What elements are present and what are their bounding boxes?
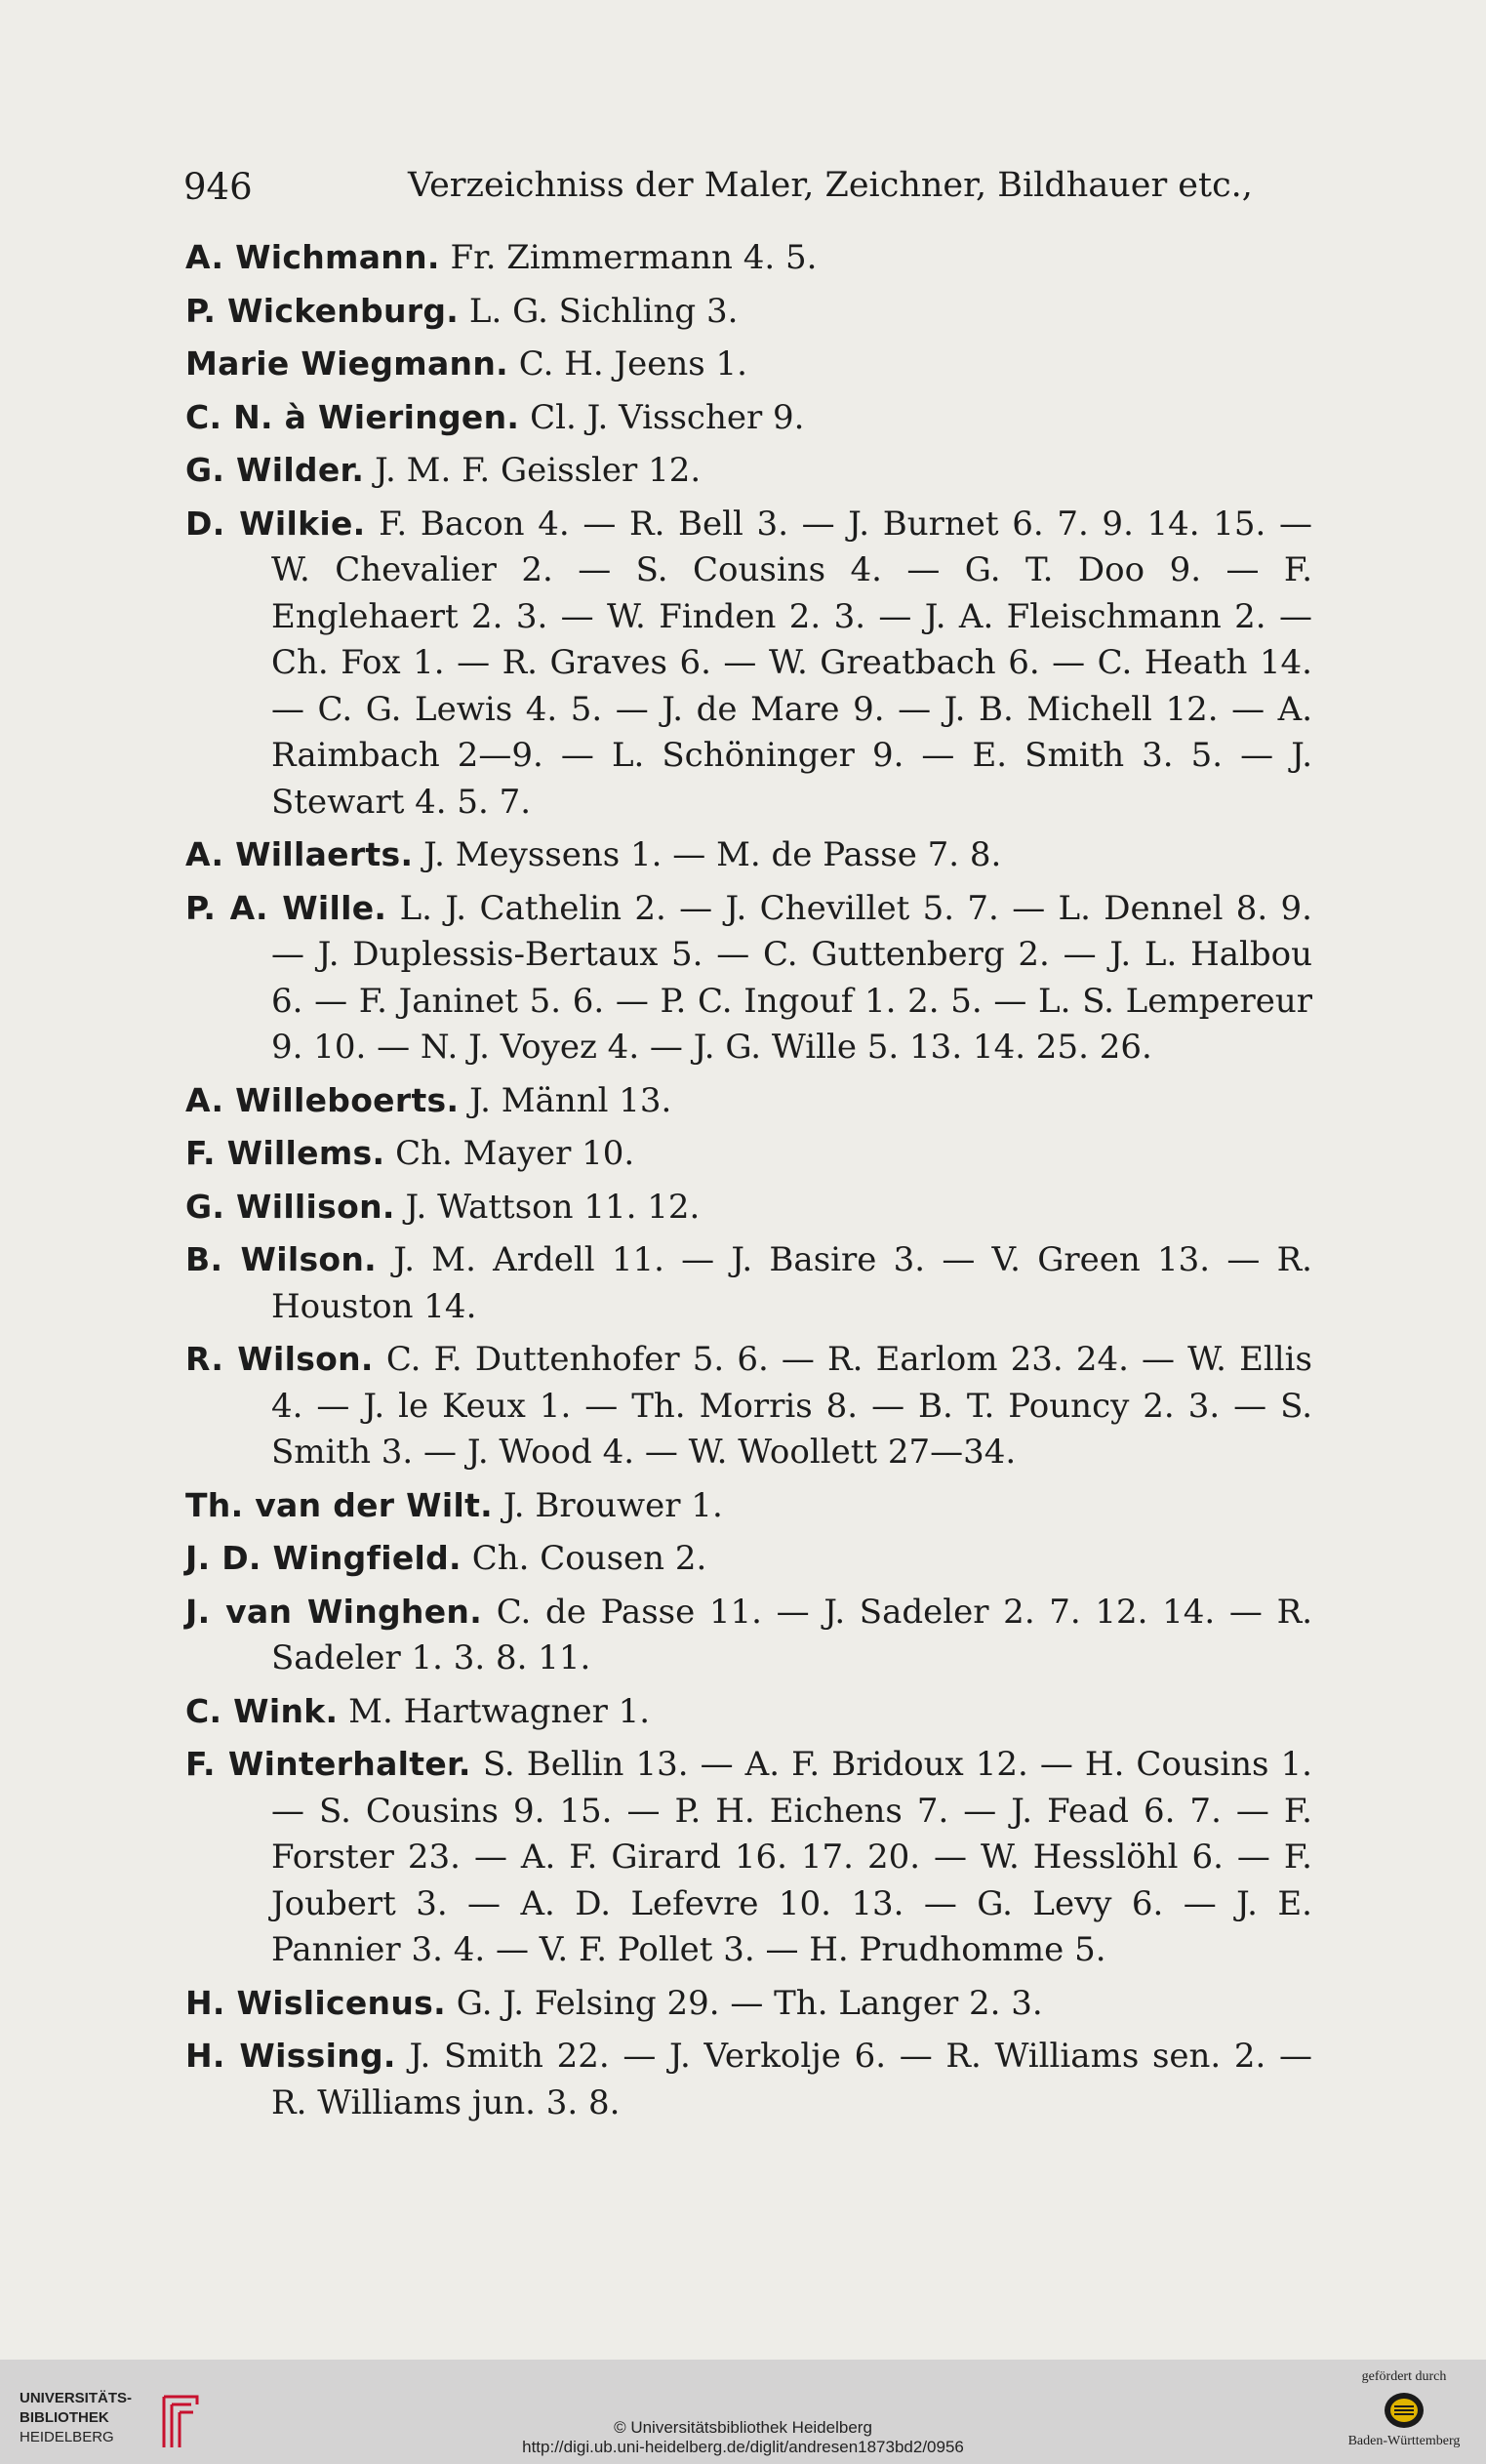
- index-entry: [185, 341, 1312, 388]
- index-entry: [185, 1589, 1312, 1682]
- engraver-list: Ch. Cousen 2.: [471, 1539, 707, 1578]
- index-entry: [185, 2033, 1312, 2126]
- artist-name: C. Wink.: [185, 1691, 339, 1730]
- artist-name: H. Wislicenus.: [185, 1983, 446, 2022]
- engraver-list: C. H. Jeens 1.: [518, 344, 747, 384]
- copyright-text: © Universitätsbibliothek Heidelberg: [614, 2418, 872, 2437]
- page-number: 946: [183, 166, 253, 208]
- index-entry: [185, 1236, 1312, 1330]
- engraver-list: J. Brouwer 1.: [502, 1485, 723, 1525]
- running-title: Verzeichniss der Maler, Zeichner, Bildhauer etc.,: [408, 166, 1253, 205]
- funder-block: [1336, 2369, 1472, 2449]
- engraver-list: Fr. Zimmermann 4. 5.: [450, 238, 818, 277]
- artist-name: B. Wilson.: [185, 1240, 377, 1278]
- artist-name: A. Wichmann.: [185, 238, 440, 276]
- engraver-list: Cl. J. Visscher 9.: [530, 397, 805, 437]
- artist-name: D. Wilkie.: [185, 504, 366, 543]
- index-entry: [185, 1741, 1312, 1974]
- engraver-list: Ch. Mayer 10.: [395, 1134, 635, 1173]
- engraver-list: J. Smith 22. — J. Verkolje 6. — R. Williams sen. 2. — R. Williams jun. 3. 8.: [271, 2037, 1313, 2122]
- artist-name: A. Willaerts.: [185, 835, 414, 873]
- artist-name: F. Winterhalter.: [185, 1745, 471, 1783]
- engraver-list: L. G. Sichling 3.: [468, 291, 739, 331]
- index-entry: [185, 1184, 1312, 1232]
- source-url[interactable]: http://digi.ub.uni-heidelberg.de/diglit/andresen1873bd2/0956: [522, 2438, 964, 2456]
- engraver-list: L. J. Cathelin 2. — J. Chevillet 5. 7. — L. Dennel 8. 9. — J. Duplessis-Bertaux 5. — C. Guttenberg 2. — J. L. Halbou 6. — F. Janinet 5. 6. — P. C. Ingouf 1. 2. 5. — L. S. Lempereur 9. 10. — N. J. Voyez 4. — J. G. Wille 5. 13. 14. 25. 26.: [271, 888, 1312, 1067]
- artist-name: J. van Winghen.: [185, 1592, 483, 1631]
- funder-name: Baden-Württemberg: [1347, 2434, 1461, 2448]
- engraver-list: F. Bacon 4. — R. Bell 3. — J. Burnet 6. 7. 9. 14. 15. — W. Chevalier 2. — S. Cousins 4. — G. T. Doo 9. — F. Englehaert 2. 3. — W. Finden 2. 3. — J. A. Fleischmann 2. — Ch. Fox 1. — R. Graves 6. — W. Greatbach 6. — C. Heath 14. — C. G. Lewis 4. 5. — J. de Mare 9. — J. B. Michell 12. — A. Raimbach 2—9. — L. Schöninger 9. — E. Smith 3. 5. — J. Stewart 4. 5. 7.: [271, 504, 1312, 822]
- engraver-list: J. Wattson 11. 12.: [405, 1187, 701, 1227]
- artist-name: P. A. Wille.: [185, 888, 387, 927]
- index-entry: [185, 1980, 1312, 2028]
- index-entry: [185, 394, 1312, 442]
- engraver-list: J. Männl 13.: [469, 1080, 672, 1120]
- index-entry: [185, 1130, 1312, 1178]
- state-crest-icon: [1383, 2391, 1426, 2430]
- artist-name: F. Willems.: [185, 1134, 385, 1172]
- engraver-list: C. F. Duttenhofer 5. 6. — R. Earlom 23. 24. — W. Ellis 4. — J. le Keux 1. — Th. Morris 8. — B. T. Pouncy 2. 3. — S. Smith 3. — J. Wood 4. — W. Woollett 27—34.: [271, 1340, 1312, 1472]
- index-entry: [185, 501, 1312, 827]
- artist-name: A. Willeboerts.: [185, 1080, 460, 1119]
- index-entries: [185, 234, 1312, 2132]
- index-entry: [185, 885, 1312, 1071]
- index-entry: [185, 1077, 1312, 1125]
- index-entry: [185, 288, 1312, 336]
- artist-name: Marie Wiegmann.: [185, 344, 508, 383]
- artist-name: C. N. à Wieringen.: [185, 397, 520, 436]
- artist-name: J. D. Wingfield.: [185, 1539, 462, 1577]
- index-entry: [185, 1535, 1312, 1583]
- index-entry: [185, 234, 1312, 282]
- engraver-list: J. M. Ardell 11. — J. Basire 3. — V. Green 13. — R. Houston 14.: [271, 1240, 1312, 1326]
- library-name-line2: BIBLIOTHEK: [20, 2409, 109, 2426]
- engraver-list: M. Hartwagner 1.: [348, 1691, 651, 1731]
- copyright-notice: [0, 2418, 1486, 2457]
- artist-name: P. Wickenburg.: [185, 291, 460, 330]
- engraver-list: J. Meyssens 1. — M. de Passe 7. 8.: [423, 835, 1002, 874]
- engraver-list: S. Bellin 13. — A. F. Bridoux 12. — H. Cousins 1. — S. Cousins 9. 15. — P. H. Eichens 7. — J. Fead 6. 7. — F. Forster 23. — A. F. Girard 16. 17. 20. — W. Hesslöhl 6. — F. Joubert 3. — A. D. Lefevre 10. 13. — G. Levy 6. — J. E. Pannier 3. 4. — V. F. Pollet 3. — H. Prudhomme 5.: [271, 1745, 1312, 1969]
- artist-name: H. Wissing.: [185, 2037, 396, 2075]
- library-name-line3: HEIDELBERG: [20, 2429, 114, 2445]
- index-entry: [185, 447, 1312, 495]
- funder-label: gefördert durch: [1361, 2369, 1447, 2384]
- library-name-line1: UNIVERSITÄTS-: [20, 2390, 133, 2406]
- artist-name: R. Wilson.: [185, 1340, 374, 1378]
- artist-name: G. Willison.: [185, 1187, 395, 1226]
- engraver-list: G. J. Felsing 29. — Th. Langer 2. 3.: [456, 1983, 1043, 2023]
- index-entry: [185, 1688, 1312, 1736]
- engraver-list: J. M. F. Geissler 12.: [375, 451, 702, 490]
- artist-name: Th. van der Wilt.: [185, 1485, 493, 1524]
- artist-name: G. Wilder.: [185, 451, 365, 489]
- footer-bar: [0, 2360, 1486, 2464]
- index-entry: [185, 1482, 1312, 1530]
- index-entry: [185, 831, 1312, 879]
- index-entry: [185, 1336, 1312, 1476]
- running-head: [0, 166, 1486, 215]
- engraver-list: C. de Passe 11. — J. Sadeler 2. 7. 12. 14. — R. Sadeler 1. 3. 8. 11.: [271, 1592, 1313, 1677]
